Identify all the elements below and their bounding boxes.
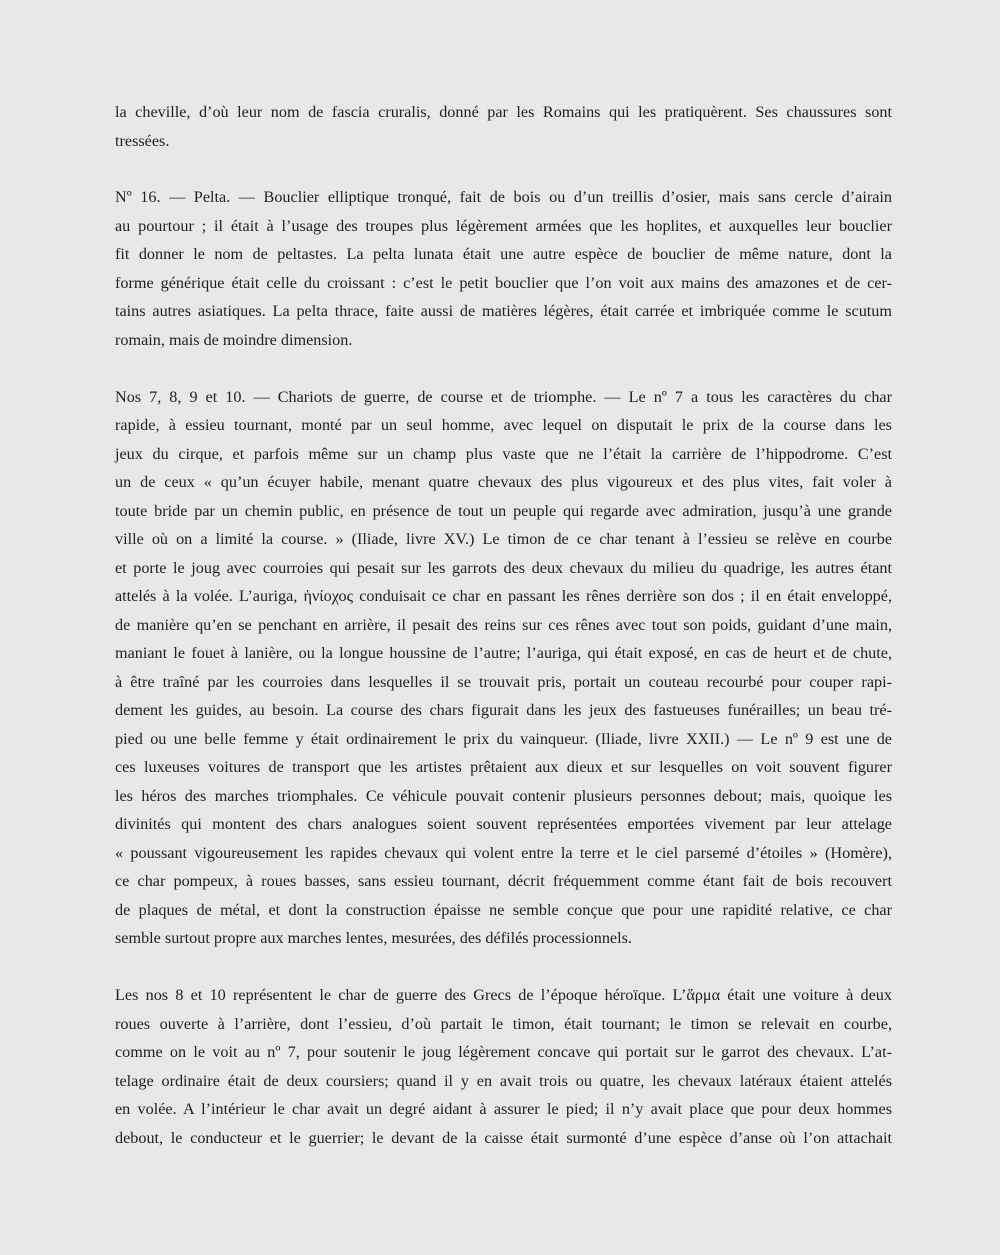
text-line: « poussant vigoureusement les rapides chevaux qui volent entre la terre et le ciel parsemé d’étoiles » (Homère), [115,844,892,862]
text-line: tressées. [115,132,170,150]
text-line: rapide, à essieu tournant, monté par un seul homme, avec lequel on disputait le prix de la course dans les [115,416,892,434]
text-line: dement les guides, au besoin. La course des chars figurait dans les jeux des fastueuses funérailles; un beau tré- [115,701,892,719]
text-line: de plaques de métal, et dont la construction épaisse ne semble conçue que pour une rapidité relative, ce char [115,901,892,919]
text-line: ville où on a limité la course. » (Iliade, livre XV.) Le timon de ce char tenant à l’essieu se relève en courbe [115,530,892,548]
text-line: semble surtout propre aux marches lentes, mesurées, des défilés processionnels. [115,929,632,947]
text-line: maniant le fouet à lanière, ou la longue houssine de l’autre; l’auriga, qui était exposé, en cas de heurt et de chute, [115,644,892,662]
text-line: fit donner le nom de peltastes. La pelta lunata était une autre espèce de bouclier de même nature, dont la [115,245,892,263]
text-line: ce char pompeux, à roues basses, sans essieu tournant, décrit fréquemment comme étant fait de bois recouvert [115,872,892,890]
text-line: roues ouverte à l’arrière, dont l’essieu, d’où partait le timon, était tournant; le timon se relevait en courbe, [115,1015,892,1033]
text-line: à être traîné par les courroies dans lesquelles il se trouvait pris, portait un couteau recourbé pour couper rapi- [115,673,892,691]
text-line: debout, le conducteur et le guerrier; le devant de la caisse était surmonté d’une espèce d’anse où l’on attachait [115,1129,892,1147]
text-line: forme générique était celle du croissant : c’est le petit bouclier que l’on voit aux mains des amazones et de cer- [115,274,892,292]
text-line: tains autres asiatiques. La pelta thrace, faite aussi de matières légères, était carrée et imbriquée comme le scutum [115,302,892,320]
text-line: comme on le voit au nº 7, pour soutenir le joug légèrement concave qui portait sur le garrot des chevaux. L’at- [115,1043,892,1061]
text-line: les héros des marches triomphales. Ce véhicule pouvait contenir plusieurs personnes debout; mais, quoique les [115,787,892,805]
text-line: romain, mais de moindre dimension. [115,331,353,349]
text-line: jeux du cirque, et parfois même sur un champ plus vaste que ne l’était la carrière de l’hippodrome. C’est [115,445,892,463]
text-line: ces luxeuses voitures de transport que les artistes prêtaient aux dieux et sur lesquelles on voit souvent figurer [115,758,892,776]
text-line: la cheville, d’où leur nom de fascia cruralis, donné par les Romains qui les pratiquèrent. Ses chaussures sont [115,103,892,121]
text-line: divinités qui montent des chars analogues soient souvent représentées emportées vivement par leur attelage [115,815,892,833]
text-line: Nos 7, 8, 9 et 10. — Chariots de guerre, de course et de triomphe. — Le nº 7 a tous les caractères du char [115,388,892,406]
text-line: Nº 16. — Pelta. — Bouclier elliptique tronqué, fait de bois ou d’un treillis d’osier, mais sans cercle d’airain [115,188,892,206]
text-line: telage ordinaire était de deux coursiers; quand il y en avait trois ou quatre, les chevaux latéraux étaient attelés [115,1072,892,1090]
text-line: attelés à la volée. L’auriga, ἡνίοχος conduisait ce char en passant les rênes derrière son dos ; il en était enveloppé, [115,587,892,605]
text-line: au pourtour ; il était à l’usage des troupes plus légèrement armées que les hoplites, et auxquelles leur bouclier [115,217,892,235]
text-line: un de ceux « qu’un écuyer habile, menant quatre chevaux des plus vigoureux et des plus vites, fait voler à [115,473,892,491]
text-line: pied ou une belle femme y était ordinairement le prix du vainqueur. (Iliade, livre XXII.) — Le nº 9 est une de [115,730,892,748]
text-line: Les nos 8 et 10 représentent le char de guerre des Grecs de l’époque héroïque. L’ἅρμα était une voiture à deux [115,986,892,1004]
text-line: de manière qu’en se penchant en arrière, il pesait des reins sur ces rênes avec tout son poids, guidant d’une main, [115,616,892,634]
text-line: en volée. A l’intérieur le char avait un degré aidant à assurer le pied; il n’y avait place que pour deux hommes [115,1100,892,1118]
text-line: toute bride par un chemin public, en présence de tout un peuple qui regarde avec admiration, jusqu’à une grande [115,502,892,520]
text-line: et porte le joug avec courroies qui pesait sur les garrots des deux chevaux du milieu du quadrige, les autres étant [115,559,892,577]
